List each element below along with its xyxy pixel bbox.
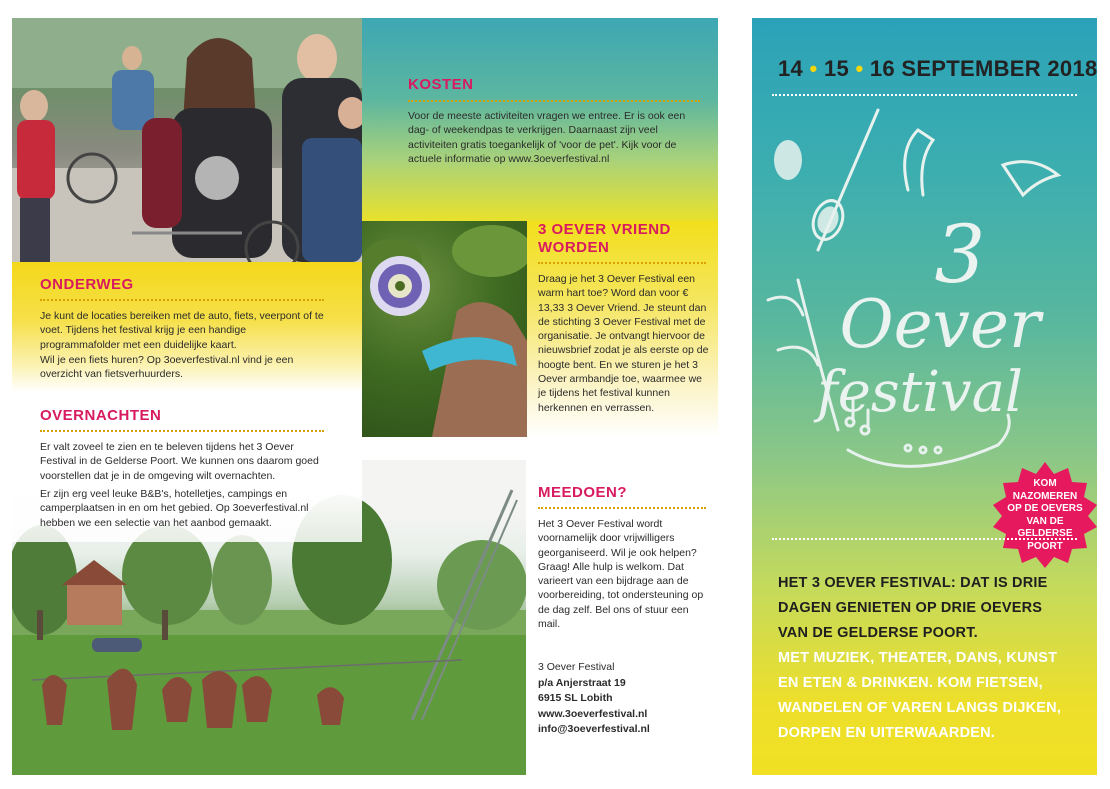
badge-line-1: KOM	[1033, 478, 1057, 489]
contact-address-1: p/a Anjerstraat 19	[538, 676, 626, 689]
date-separator: •	[809, 56, 818, 81]
tagline-light-3: WANDELEN OF VAREN LANGS DIJKEN,	[778, 700, 1062, 716]
festival-logo-text	[760, 208, 1090, 426]
divider-onderweg	[40, 299, 324, 301]
tagline-activities	[778, 646, 1083, 746]
date-day-1: 14	[778, 56, 804, 81]
badge-line-5: GELDERSE	[1017, 528, 1073, 539]
divider-cover-top	[772, 94, 1077, 96]
text-onderweg-2: Wil je een fiets huren? Op 3oeverfestival.nl vind je een overzicht van fietsverhuurders.	[40, 354, 294, 381]
festival-dates	[778, 56, 1098, 82]
divider-cover-mid	[772, 538, 1077, 540]
divider-kosten	[408, 100, 700, 102]
date-day-2: 15	[823, 56, 850, 81]
text-vriend: Draag je het 3 Oever Festival een warm hart toe? Word dan voor € 13,33 3 Oever Vriend. Je steunt dan de stichting 3 Oever Festival met de organisatie. Je ontvangt hiervoor de nieuwsbrief zodat je als eerste op de hoogte bent. En we sturen je het 3 Oever armbandje toe, waarmee we je tijdens het festival kunnen herkennen en verrassen.	[538, 273, 709, 414]
heading-vriend-2: WORDEN	[538, 239, 610, 256]
photo-passionflower-wristband	[362, 221, 527, 437]
date-day-3: 16 SEPTEMBER 2018	[869, 56, 1098, 81]
divider-vriend	[538, 262, 706, 264]
tagline-light-4: DORPEN EN UITERWAARDEN.	[778, 725, 996, 741]
logo-word-festival: festival	[817, 360, 1023, 425]
text-meedoen: Het 3 Oever Festival wordt voornamelijk door vrijwilligers georganiseerd. Wil je ook helpen? Graag! Alle hulp is welkom. Dat varieert van een bijdrage aan de voorbereiding, tot ondersteuning op de dag zelf. Bel ons of stuur een mail.	[538, 518, 704, 631]
badge-line-3: OP DE OEVERS	[1007, 503, 1083, 514]
contact-name: 3 Oever Festival	[538, 661, 615, 673]
badge-line-6: POORT	[1027, 540, 1063, 552]
photo-cyclists	[12, 18, 362, 262]
logo-word-oever: Oever	[839, 286, 1041, 363]
contact-block	[538, 660, 708, 738]
text-onderweg-1: Je kunt de locaties bereiken met de auto, fiets, veerpont of te voet. Tijdens het festival krijg je een handige programmafolder met een duidelijke kaart.	[40, 310, 324, 351]
date-separator: •	[855, 56, 864, 81]
heading-vriend-1: 3 OEVER VRIEND	[538, 221, 671, 238]
contact-address-2: 6915 SL Lobith	[538, 692, 613, 704]
heading-meedoen: MEEDOEN?	[538, 484, 628, 501]
contact-website[interactable]: www.3oeverfestival.nl	[538, 707, 648, 720]
text-overnachten-2: Er zijn erg veel leuke B&B's, hotelletjes, campings en camperplaatsen in en om het gebied. Op 3oeverfestival.nl hebben we een selectie van het aanbod gemaakt.	[40, 488, 309, 529]
heading-onderweg: ONDERWEG	[40, 276, 134, 293]
heading-kosten: KOSTEN	[408, 76, 474, 93]
tagline-dark-1: HET 3 OEVER FESTIVAL: DAT IS DRIE	[778, 575, 1048, 591]
tagline-dark-3: VAN DE GELDERSE POORT.	[778, 625, 978, 641]
text-overnachten-1: Er valt zoveel te zien en te beleven tijdens het 3 Oever Festival in de Gelderse Poort. We kunnen ons daarom goed voorstellen dat je in de omgeving wilt overnachten.	[40, 441, 319, 482]
contact-email[interactable]: info@3oeverfestival.nl	[538, 723, 650, 735]
text-kosten: Voor de meeste activiteiten vragen we entree. Er is ook een dag- of weekendpas te verkrijgen. Daarnaast zijn veel activiteiten gratis toegankelijk of 'voor de pet'. Kijk voor de actuele informatie op www.3oeverfestival.nl	[408, 110, 686, 165]
tagline-light-1: MET MUZIEK, THEATER, DANS, KUNST	[778, 650, 1058, 666]
tagline-light-2: EN ETEN & DRINKEN. KOM FIETSEN,	[778, 675, 1043, 691]
tagline-intro	[778, 571, 1083, 646]
logo-number: 3	[934, 208, 986, 301]
badge-line-4: VAN DE	[1026, 515, 1064, 527]
heading-overnachten: OVERNACHTEN	[40, 407, 162, 424]
tagline-dark-2: DAGEN GENIETEN OP DRIE OEVERS	[778, 600, 1043, 616]
badge-text	[990, 478, 1100, 553]
badge-line-2: NAZOMEREN	[1012, 490, 1078, 502]
divider-meedoen	[538, 507, 706, 509]
divider-overnachten	[40, 430, 324, 432]
